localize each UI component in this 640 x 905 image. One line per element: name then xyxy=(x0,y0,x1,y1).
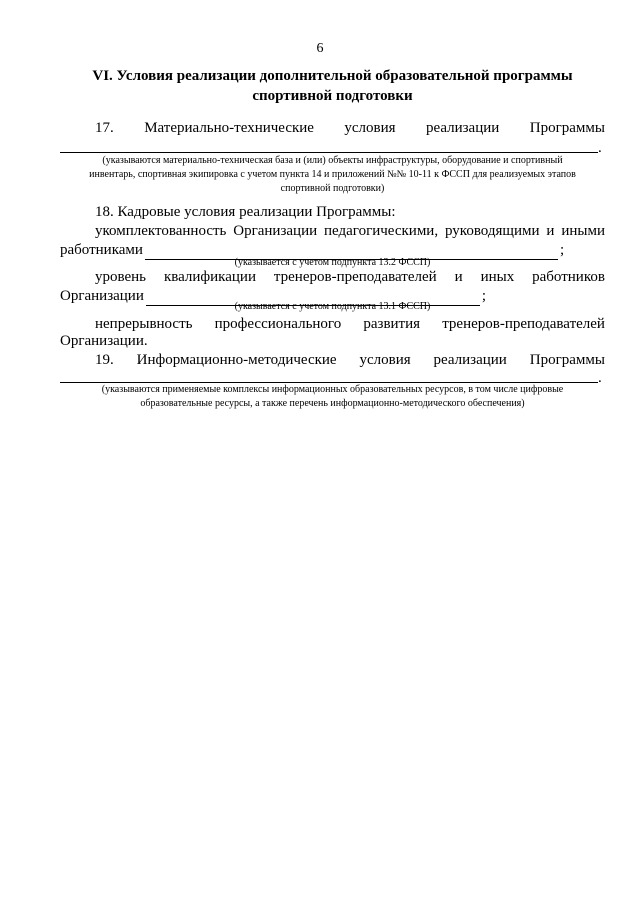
item-19-word: Информационно-методические xyxy=(136,352,337,368)
item-18-level-note: (указывается с учетом подпункта 13.1 ФССП) xyxy=(234,301,431,312)
item-18-staffing-line xyxy=(60,221,605,241)
item-17-word: реализации xyxy=(425,120,500,136)
item-18-continuity-word: развития xyxy=(363,316,421,332)
item-18-level-cont-text: Организации xyxy=(60,288,144,304)
section-title xyxy=(60,66,605,106)
item-17-number: 17. xyxy=(95,120,114,136)
item-19-number: 19. xyxy=(95,352,114,368)
item-19-word: реализации xyxy=(433,352,507,368)
item-18-level-word: тренеров-преподавателей xyxy=(273,269,437,285)
item-17-note xyxy=(60,154,605,196)
item-18-continuity-word: профессионального xyxy=(214,316,342,332)
item-17-note-line-3: спортивной подготовки) xyxy=(280,183,385,194)
item-19-note-line-2: образовательные ресурсы, а также перечень информационно-методического обеспечения) xyxy=(140,398,525,409)
item-18-staffing-word: и xyxy=(546,223,555,239)
item-17-note-line-1: (указываются материально-техническая база и (или) объекты инфраструктуры, оборудование и спортивный xyxy=(102,155,563,166)
item-17-word: Материально-технические xyxy=(144,120,314,136)
item-19-line xyxy=(60,350,605,370)
item-17-fill-line xyxy=(60,152,598,153)
item-19-note-line-1: (указываются применяемые комплексы информационных образовательных ресурсов, в том числе цифровые xyxy=(101,384,564,395)
item-18-staffing-word: педагогическими, xyxy=(324,223,439,239)
item-18-staffing-cont-text: работниками xyxy=(60,242,143,258)
item-18-staffing-note: (указывается с учетом подпункта 13.2 ФССП) xyxy=(234,257,431,268)
item-18-continuity-word: непрерывность xyxy=(95,316,193,332)
item-17-end-mark: . xyxy=(598,140,602,156)
item-17-word: Программы xyxy=(529,120,605,136)
item-17-note-line-2: инвентарь, спортивная экипировка с учетом пункта 14 и приложений №№ 10-11 к ФССП для реализуемых этапов xyxy=(89,169,576,180)
section-title-line-1: VI. Условия реализации дополнительной образовательной программы xyxy=(92,68,573,84)
page-number: 6 xyxy=(316,41,324,56)
item-17-line xyxy=(60,118,605,138)
item-18-staffing-word: Организации xyxy=(233,223,318,239)
item-18-level-word: иных xyxy=(480,269,515,285)
item-19-word: Программы xyxy=(529,352,605,368)
item-19-end-mark: . xyxy=(598,370,602,386)
section-title-line-2: спортивной подготовки xyxy=(252,88,413,104)
item-18-staffing-end: ; xyxy=(559,242,565,258)
item-18-staffing-word: укомплектованность xyxy=(95,223,227,239)
item-18-level-end: ; xyxy=(481,288,487,304)
item-18-level-word: работников xyxy=(532,269,605,285)
item-19-note xyxy=(60,383,605,411)
item-18-continuity-cont: Организации. xyxy=(60,333,148,349)
item-17-word: условия xyxy=(344,120,396,136)
item-18-continuity-word: тренеров-преподавателей xyxy=(442,316,605,332)
item-18-heading: 18. Кадровые условия реализации Программы: xyxy=(95,204,396,220)
item-18-level-word: квалификации xyxy=(163,269,256,285)
item-18-level-word: и xyxy=(454,269,463,285)
item-18-staffing-word: руководящими xyxy=(444,223,540,239)
item-18-staffing-word: иными xyxy=(561,223,605,239)
item-18-level-line xyxy=(60,267,605,287)
item-18-level-word: уровень xyxy=(95,269,147,285)
item-19-word: условия xyxy=(359,352,411,368)
